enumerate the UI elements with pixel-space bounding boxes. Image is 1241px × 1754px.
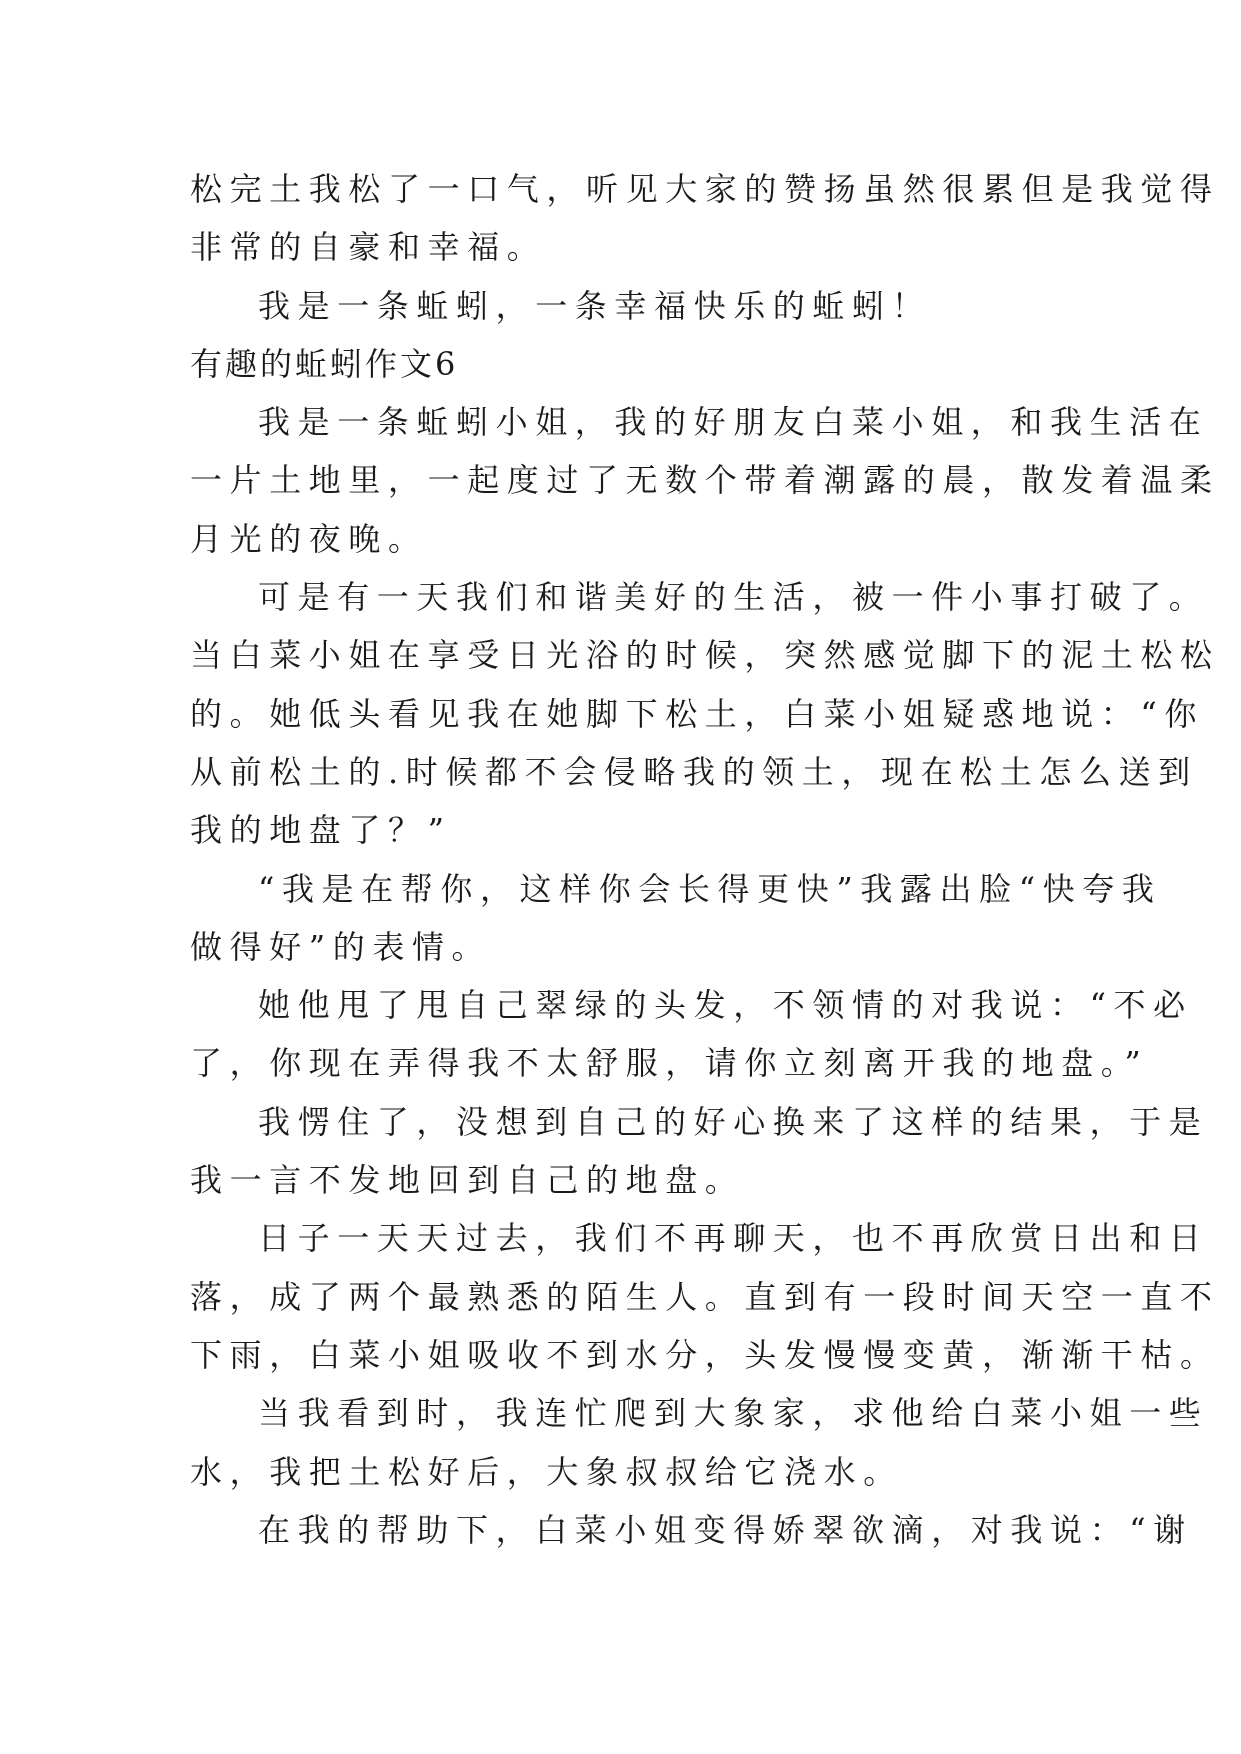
text-line: 非常的自豪和幸福。: [190, 228, 547, 267]
text-line: 落，成了两个最熟悉的陌生人。直到有一段时间天空一直不: [190, 1277, 1220, 1316]
text-line: 当白菜小姐在享受日光浴的时候，突然感觉脚下的泥土松松: [190, 636, 1220, 675]
text-line: 我是一条蚯蚓，一条幸福快乐的蚯蚓！: [258, 286, 932, 325]
text-line: 松完土我松了一口气，听见大家的赞扬虽然很累但是我觉得: [190, 170, 1220, 208]
text-line: 我的地盘了？”: [190, 811, 452, 850]
text-line: 了，你现在弄得我不太舒服，请你立刻离开我的地盘。”: [190, 1044, 1149, 1083]
text-line: 一片土地里，一起度过了无数个带着潮露的晨，散发着温柔: [190, 461, 1220, 500]
text-line: 做得好”的表情。: [190, 927, 492, 966]
text-line: 可是有一天我们和谐美好的生活，被一件小事打破了。: [258, 578, 1209, 617]
text-line: 当我看到时，我连忙爬到大象家，求他给白菜小姐一些: [258, 1394, 1209, 1433]
text-line: 在我的帮助下，白菜小姐变得娇翠欲滴，对我说：“谢: [258, 1510, 1193, 1549]
section-heading: 有趣的蚯蚓作文6: [190, 344, 459, 383]
text-line: 从前松土的.时候都不会侵略我的领土，现在松土怎么送到: [190, 752, 1198, 791]
text-line: 水，我把土松好后，大象叔叔给它浇水。: [190, 1452, 903, 1491]
text-line: 我一言不发地回到自己的地盘。: [190, 1161, 745, 1200]
essay-body: [190, 160, 1220, 1559]
text-line: 月光的夜晚。: [190, 519, 428, 558]
text-line: 的。她低头看见我在她脚下松土，白菜小姐疑惑地说：“你: [190, 694, 1204, 733]
text-line: 日子一天天过去，我们不再聊天，也不再欣赏日出和日: [258, 1219, 1209, 1258]
text-line: 我是一条蚯蚓小姐，我的好朋友白菜小姐，和我生活在: [258, 403, 1209, 442]
text-line: 我愣住了，没想到自己的好心换来了这样的结果，于是: [258, 1102, 1209, 1141]
text-line: “我是在帮你，这样你会长得更快”我露出脸“快夸我: [258, 869, 1162, 908]
text-line: 她他甩了甩自己翠绿的头发，不领情的对我说：“不必: [258, 986, 1193, 1025]
text-line: 下雨，白菜小姐吸收不到水分，头发慢慢变黄，渐渐干枯。: [190, 1335, 1220, 1374]
